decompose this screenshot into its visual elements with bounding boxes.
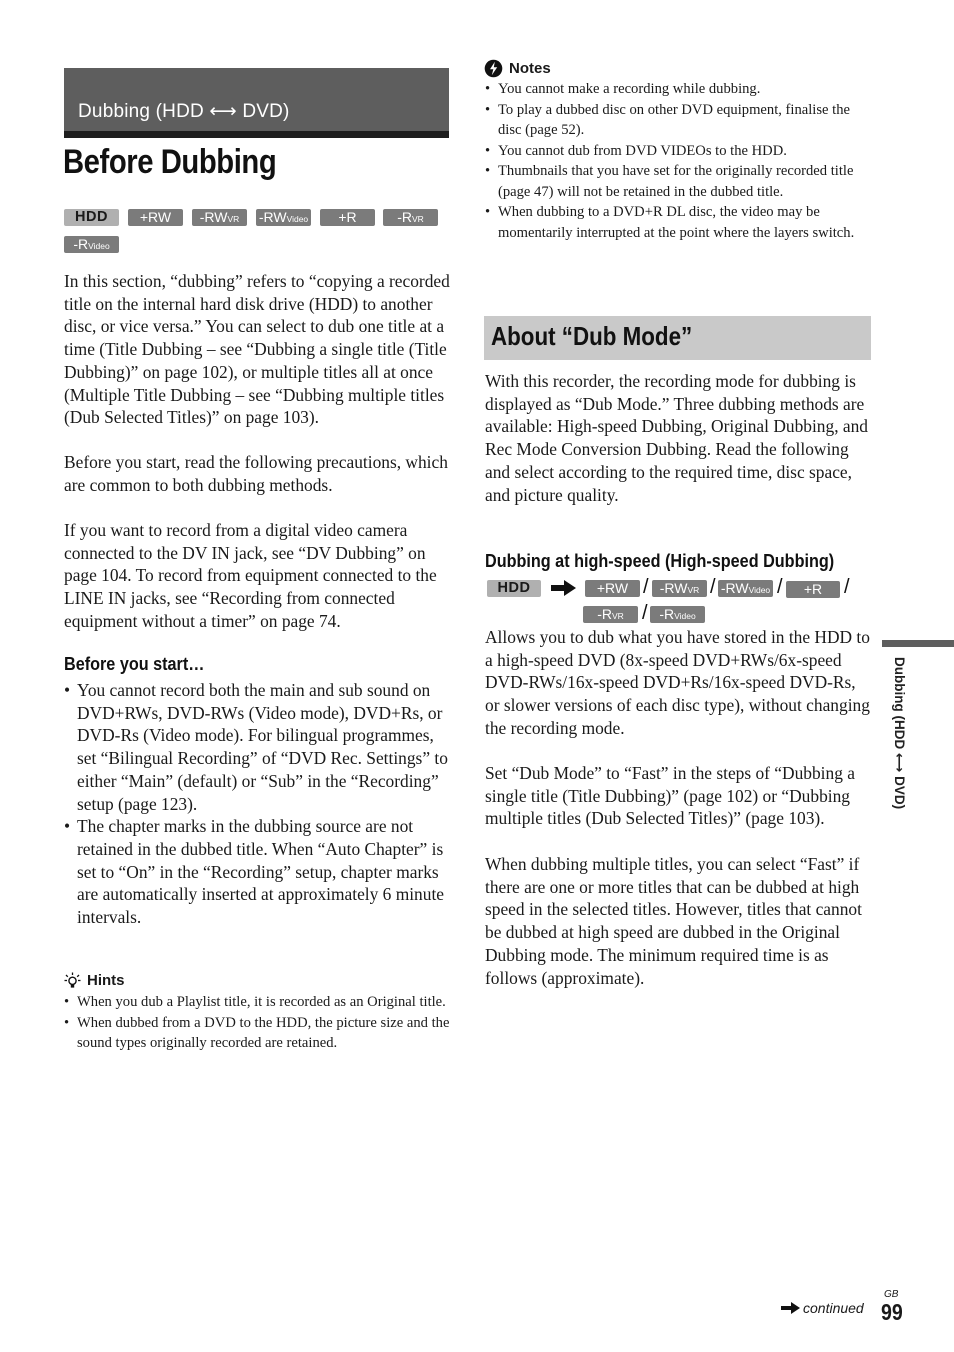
page-title: Before Dubbing <box>63 143 277 181</box>
plus-rw-badge: +RW <box>128 209 183 226</box>
separator-slash: / <box>642 602 648 624</box>
intro-paragraph-3: If you want to record from a digital video camera connected to the DV IN jack, see “DV Dubbing” on page 104. To record from equipment connected to the LINE IN jacks, see “Recording from connected equipment without a timer” on page 74. <box>64 520 437 631</box>
list-item: • Thumbnails that you have set for the originally recorded title (page 47) will not be retained in the dubbed title. <box>485 161 870 202</box>
list-item: • When you dub a Playlist title, it is recorded as an Original title. <box>64 992 454 1013</box>
before-start-list <box>64 679 454 929</box>
separator-slash: / <box>710 576 716 598</box>
separator-slash: / <box>643 576 649 598</box>
arrow-right-icon <box>781 1302 801 1314</box>
section-title: Dubbing (HDD ⟷ DVD) <box>78 101 290 122</box>
section-header-bar <box>64 68 449 131</box>
about-dub-mode-heading-box <box>484 316 871 360</box>
minus-rw-vr-badge: -RWVR <box>652 580 707 597</box>
list-item: • To play a dubbed disc on other DVD equipment, finalise the disc (page 52). <box>485 100 870 141</box>
minus-r-vr-badge: -RVR <box>583 606 638 623</box>
hints-heading: Hints <box>64 972 125 989</box>
plus-rw-badge: +RW <box>585 580 640 597</box>
plus-r-badge: +R <box>320 209 375 226</box>
minus-r-video-badge: -RVideo <box>650 606 705 623</box>
side-tab-label: Dubbing (HDD ⟷ DVD) <box>892 657 907 810</box>
language-code: GB <box>884 1289 899 1300</box>
before-start-heading: Before you start… <box>64 654 205 674</box>
minus-r-vr-badge: -RVR <box>383 209 438 226</box>
notes-list <box>485 79 870 243</box>
minus-r-video-badge: -RVideo <box>64 236 119 253</box>
section-divider <box>64 131 449 138</box>
highspeed-paragraph-3: When dubbing multiple titles, you can select “Fast” if there are one or more titles that can be dubbed at high speed in the selected titles. However, titles that cannot be dubbed at high speed are dubbed in the Original Dubbing mode. The minimum required time is as follows (approximate). <box>485 854 862 988</box>
list-item: • When dubbed from a DVD to the HDD, the picture size and the sound types originally recorded are retained. <box>64 1013 454 1054</box>
intro-paragraph-1: In this section, “dubbing” refers to “copying a recorded title on the internal hard disk drive (HDD) to another disc, or vice versa.” You can select to dub one title at a time (Title Dubbing – see “Dubbing a single title (Title Dubbing)” on page 102), or multiple titles all at once (Multiple Title Dubbing – see “Dubbing multiple titles (Dub Selected Titles)” on page 103). <box>64 271 450 428</box>
list-item: • You cannot record both the main and sub sound on DVD+RWs, DVD-RWs (Video mode), DVD+Rs, or DVD-Rs (Video mode). For bilingual programmes, set “Bilingual Recording” of “DVD Rec. Settings” to either “Main” (default) or “Sub” in the “Recording” setup (page 123). <box>64 679 454 815</box>
minus-rw-video-badge: -RWVideo <box>256 209 311 226</box>
intro-paragraph-2: Before you start, read the following precautions, which are common to both dubbing methods. <box>64 452 448 495</box>
highspeed-paragraph-2: Set “Dub Mode” to “Fast” in the steps of “Dubbing a single title (Title Dubbing)” (page 102) or “Dubbing multiple titles (Dub Selected Titles)” (page 103). <box>485 763 855 829</box>
continued-indicator: continued <box>781 1300 864 1316</box>
minus-rw-vr-badge: -RWVR <box>192 209 247 226</box>
page-number: 99 <box>881 1299 903 1325</box>
highspeed-paragraph-1: Allows you to dub what you have stored in the HDD to a high-speed DVD (8x-speed DVD+RWs/6x-speed DVD-RWs/16x-speed DVD+Rs/16x-speed DVD-Rs, or slower versions of each disc type), without changing the recording mode. <box>485 627 870 738</box>
list-item: • The chapter marks in the dubbing source are not retained in the dubbed title. When “Auto Chapter” is set to “On” in the “Recording” setup, chapter marks are automatically inserted at approximately 6 minute intervals. <box>64 815 454 929</box>
about-dub-mode-text: With this recorder, the recording mode for dubbing is displayed as “Dub Mode.” Three dubbing methods are available: High-speed Dubbing, Original Dubbing, and Rec Mode Conversion Dubbing. Read the following and select according to the required time, disc space, and picture quality. <box>485 371 868 505</box>
about-dub-mode-heading: About “Dub Mode” <box>491 321 693 351</box>
side-tab-marker <box>882 640 954 647</box>
lightbulb-icon <box>64 972 81 989</box>
separator-slash: / <box>844 576 850 598</box>
list-item: • When dubbing to a DVD+R DL disc, the video may be momentarily interrupted at the point where the layers switch. <box>485 202 870 243</box>
caution-icon <box>484 59 503 78</box>
list-item: • You cannot make a recording while dubbing. <box>485 79 870 100</box>
list-item: • You cannot dub from DVD VIDEOs to the HDD. <box>485 141 870 162</box>
highspeed-heading: Dubbing at high-speed (High-speed Dubbing) <box>485 551 835 571</box>
hdd-badge: HDD <box>487 580 541 597</box>
arrow-right-icon <box>549 579 579 597</box>
hints-list <box>64 992 454 1054</box>
minus-rw-video-badge: -RWVideo <box>718 580 773 597</box>
plus-r-badge: +R <box>786 581 840 598</box>
separator-slash: / <box>777 576 783 598</box>
hdd-badge: HDD <box>64 209 119 226</box>
notes-heading: Notes <box>484 59 551 78</box>
